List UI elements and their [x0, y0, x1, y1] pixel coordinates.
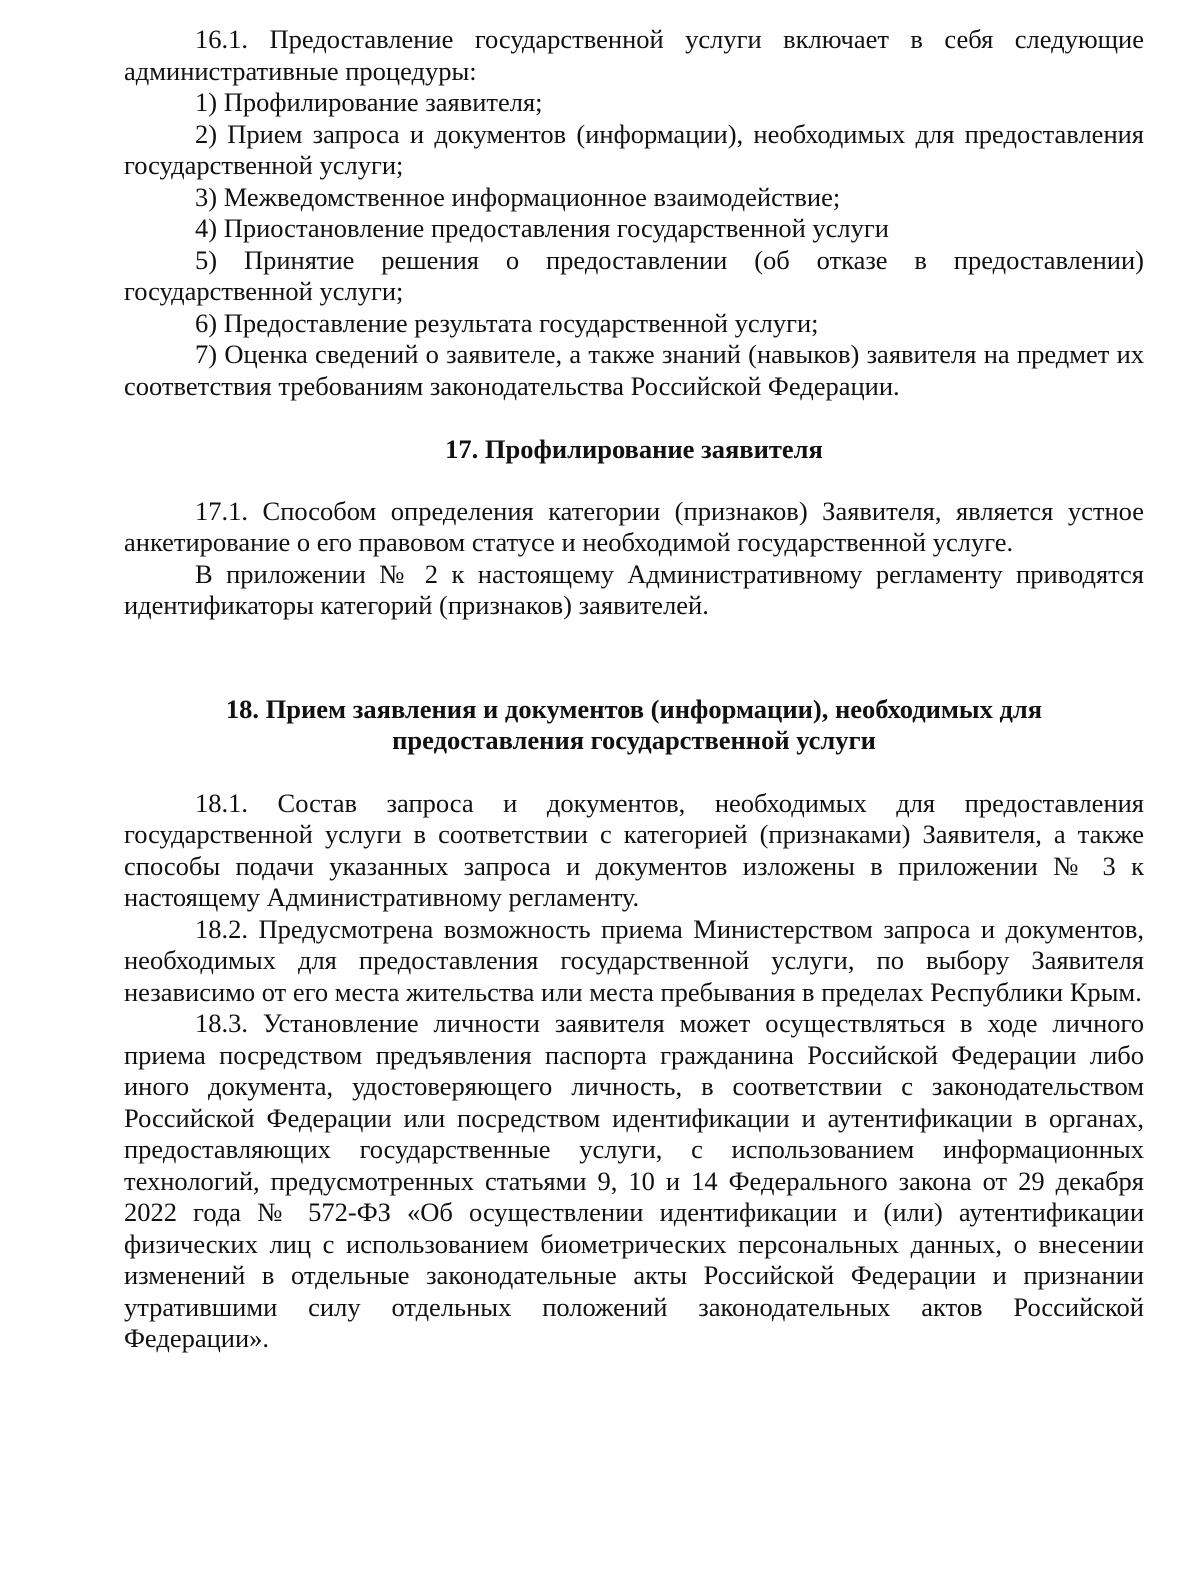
procedure-item-7: 7) Оценка сведений о заявителе, а также знаний (навыков) заявителя на предмет их соответствия требованиям законодательства Российской Федерации. — [124, 339, 1144, 401]
section-18-heading-line-2: предоставления государственной услуги — [392, 725, 876, 755]
procedure-item-2: 2) Прием запроса и документов (информации), необходимых для предоставления государственной услуги; — [124, 118, 1144, 180]
document-page — [124, 24, 1144, 1355]
section-18-heading-line-1: 18. Прием заявления и документов (информации), необходимых для — [225, 693, 1043, 724]
procedure-item-6: 6) Предоставление результата государственной услуги; — [195, 307, 819, 338]
procedure-item-3: 3) Межведомственное информационное взаимодействие; — [195, 181, 841, 212]
paragraph-17-2: В приложении № 2 к настоящему Административному регламенту приводятся идентификаторы категорий (признаков) заявителей. — [124, 558, 1144, 620]
paragraph-16-1: 16.1. Предоставление государственной услуги включает в себя следующие административные процедуры: — [124, 24, 1144, 86]
procedure-item-1: 1) Профилирование заявителя; — [195, 87, 543, 117]
procedure-item-4: 4) Приостановление предоставления государственной услуги — [195, 213, 889, 243]
paragraph-18-2: 18.2. Предусмотрена возможность приема Министерством запроса и документов, необходимых для предоставления государственной услуги, по выбору Заявителя независимо от его места жительства или места пребывания в пределах Республики Крым. — [124, 913, 1144, 1007]
procedure-item-5: 5) Принятие решения о предоставлении (об отказе в предоставлении) государственной услуги; — [124, 244, 1144, 306]
paragraph-17-1: 17.1. Способом определения категории (признаков) Заявителя, является устное анкетирование о его правовом статусе и необходимой государственной услуге. — [124, 495, 1144, 557]
paragraph-18-3: 18.3. Установление личности заявителя может осуществляться в ходе личного приема посредством предъявления паспорта гражданина Российской Федерации либо иного документа, удостоверяющего личность, в соответствии с законодательством Российской Федерации или посредством идентификации и аутентификации в органах, предоставляющих государственные услуги, с использованием информационных технологий, предусмотренных статьями 9, 10 и 14 Федерального закона от 29 декабря 2022 года № 572-ФЗ «Об осуществлении идентификации и (или) аутентификации физических лиц с использованием биометрических персональных данных, о внесении изменений в отдельные законодательные акты Российской Федерации и признании утратившими силу отдельных положений законодательных актов Российской Федерации». — [124, 1008, 1144, 1353]
paragraph-18-1: 18.1. Состав запроса и документов, необходимых для предоставления государственной услуги в соответствии с категорией (признаками) Заявителя, а также способы подачи указанных запроса и документов изложены в приложении № 3 к настоящему Административному регламенту. — [124, 787, 1144, 912]
section-17-heading: 17. Профилирование заявителя — [445, 434, 823, 464]
section-18-heading — [124, 694, 1144, 757]
